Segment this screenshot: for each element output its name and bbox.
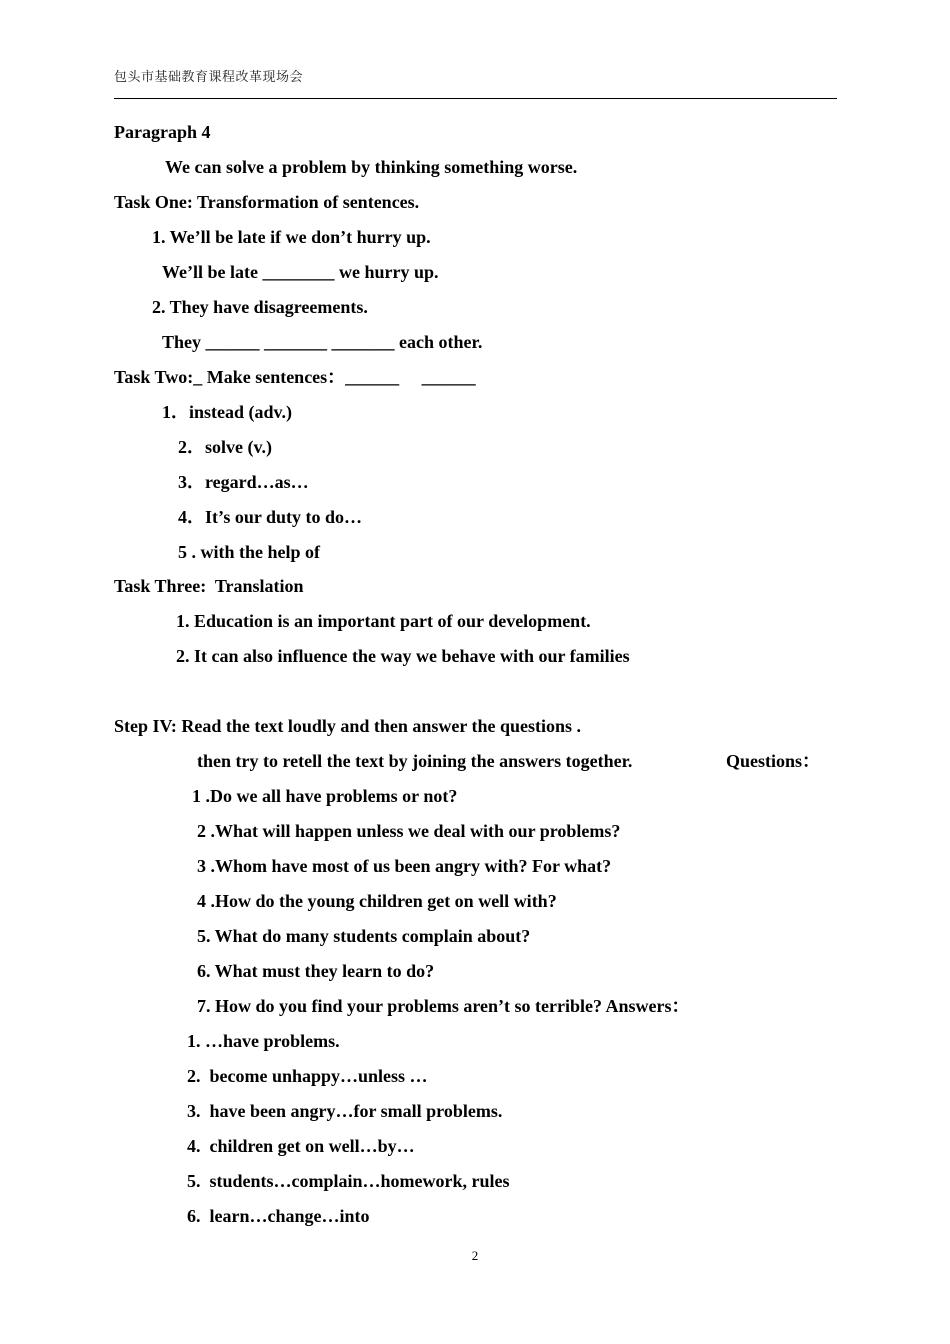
task-one-item-1: 1. We’ll be late if we don’t hurry up. <box>152 227 431 247</box>
questions-label: Questions： <box>726 751 821 771</box>
task-one-heading: Task One: Transformation of sentences. <box>114 192 420 212</box>
task-two-heading: Task Two:_ Make sentences：______ ______ <box>114 367 476 387</box>
task-two-item: 4．It’s our duty to do… <box>178 507 363 527</box>
question-item: 4 .How do the young children get on well with? <box>197 891 557 911</box>
question-item: 3 .Whom have most of us been angry with? For what? <box>197 856 612 876</box>
page-header-title: 包头市基础教育课程改革现场会 <box>114 70 304 85</box>
step-four-subline: then try to retell the text by joining the answers together. <box>197 751 633 771</box>
task-two-item: 5 . with the help of <box>178 542 321 562</box>
answer-item: 6. learn…change…into <box>187 1206 370 1226</box>
task-one-item-2-blank: They ______ _______ _______ each other. <box>162 332 483 352</box>
page-number: 2 <box>471 1248 479 1263</box>
task-two-item: 2．solve (v.) <box>178 437 272 457</box>
task-one-item-1-blank: We’ll be late ________ we hurry up. <box>162 262 439 282</box>
paragraph-heading: Paragraph 4 <box>114 122 211 142</box>
question-item: 6. What must they learn to do? <box>197 961 435 981</box>
task-three-heading: Task Three: Translation <box>114 576 304 596</box>
task-two-item: 1．instead (adv.) <box>162 402 293 422</box>
answer-item: 3. have been angry…for small problems. <box>187 1101 503 1121</box>
question-item: 5. What do many students complain about? <box>197 926 531 946</box>
question-item: 2 .What will happen unless we deal with our problems? <box>197 821 621 841</box>
main-sentence: We can solve a problem by thinking something worse. <box>165 157 578 177</box>
header-divider <box>114 98 837 99</box>
task-three-item: 1. Education is an important part of our development. <box>176 611 591 631</box>
task-one-item-2: 2. They have disagreements. <box>152 297 368 317</box>
answer-item: 4. children get on well…by… <box>187 1136 415 1156</box>
task-two-item: 3．regard…as… <box>178 472 309 492</box>
question-item: 1 .Do we all have problems or not? <box>192 786 458 806</box>
task-three-item: 2. It can also influence the way we behave with our families <box>176 646 630 666</box>
answer-item: 2. become unhappy…unless … <box>187 1066 428 1086</box>
answer-item: 5. students…complain…homework, rules <box>187 1171 510 1191</box>
answer-item: 1. …have problems. <box>187 1031 340 1051</box>
question-item: 7. How do you find your problems aren’t so terrible? Answers： <box>197 996 690 1016</box>
step-four-heading: Step IV: Read the text loudly and then answer the questions . <box>114 716 582 736</box>
